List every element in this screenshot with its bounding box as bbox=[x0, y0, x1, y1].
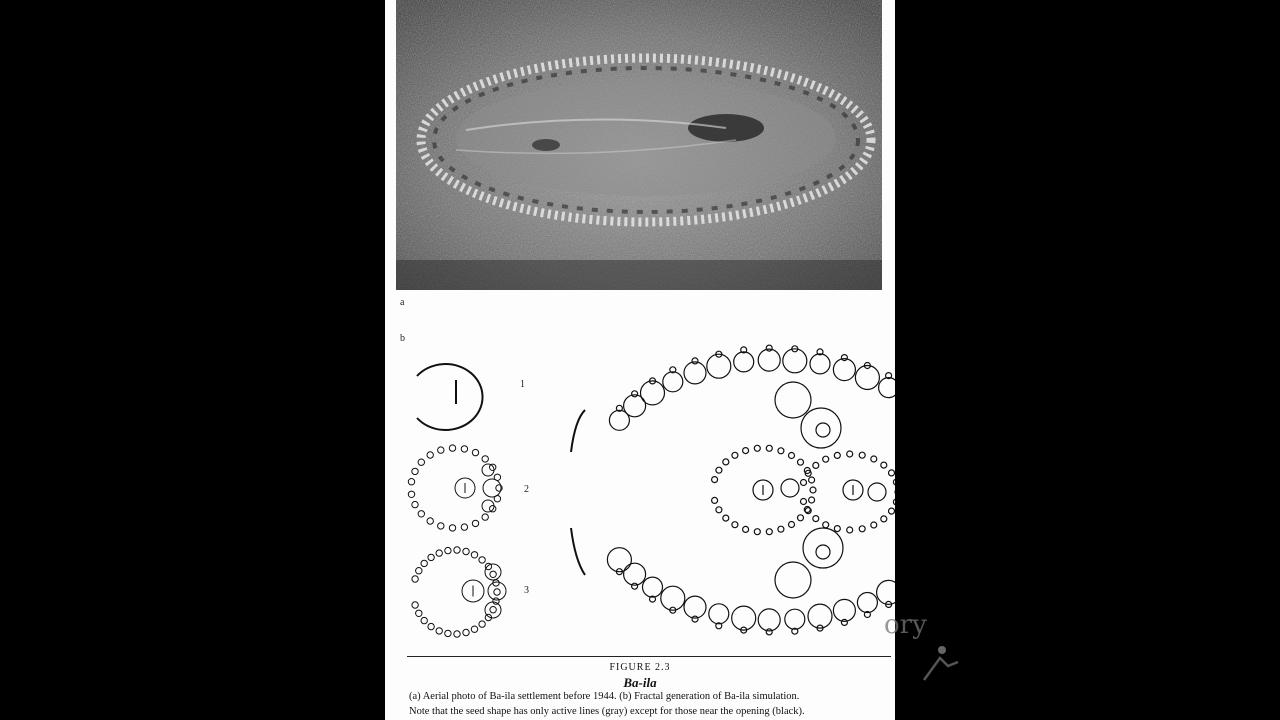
fractal-bead bbox=[449, 525, 455, 531]
fractal-bead bbox=[889, 470, 895, 476]
figure-number: FIGURE 2.3 bbox=[609, 662, 671, 673]
fractal-bead bbox=[723, 515, 729, 521]
fractal-bead bbox=[813, 462, 819, 468]
fractal-bead bbox=[692, 616, 698, 622]
fractal-bead bbox=[847, 527, 853, 533]
fractal-lobe bbox=[775, 562, 811, 598]
fractal-bead bbox=[438, 447, 444, 453]
watermark-text: ory bbox=[884, 610, 927, 640]
fractal-bead bbox=[712, 477, 718, 483]
fractal-bead bbox=[427, 518, 433, 524]
fractal-bead bbox=[490, 607, 496, 613]
aerial-photo-graphic bbox=[396, 0, 882, 290]
fractal-bead bbox=[412, 501, 418, 507]
opening-lines bbox=[571, 410, 585, 575]
fractal-bud bbox=[485, 602, 501, 618]
watermark-figure-icon bbox=[918, 638, 960, 684]
fractal-bead bbox=[416, 610, 422, 616]
fractal-bead bbox=[893, 499, 895, 505]
fractal-bead bbox=[881, 516, 887, 522]
fractal-bead bbox=[490, 571, 496, 577]
fractal-bead bbox=[463, 629, 469, 635]
fractal-bead bbox=[881, 462, 887, 468]
fractal-bead bbox=[754, 445, 760, 451]
fractal-bead bbox=[798, 459, 804, 465]
fractal-bead bbox=[471, 626, 477, 632]
fractal-bead bbox=[778, 526, 784, 532]
fractal-bead bbox=[479, 557, 485, 563]
figure-title: Ba-ila bbox=[623, 675, 657, 690]
fractal-bead bbox=[418, 459, 424, 465]
fractal-lobe bbox=[803, 528, 843, 568]
fractal-bead bbox=[416, 568, 422, 574]
fractal-bead bbox=[438, 523, 444, 529]
fractal-lobe bbox=[783, 349, 807, 373]
step-label-3: 3 bbox=[524, 585, 529, 596]
fractal-large-iteration bbox=[571, 345, 895, 635]
fractal-bead bbox=[716, 507, 722, 513]
fractal-bead bbox=[482, 514, 488, 520]
fractal-bead bbox=[823, 456, 829, 462]
fractal-bead bbox=[427, 452, 433, 458]
fractal-bud bbox=[816, 545, 830, 559]
fractal-lobe bbox=[641, 381, 665, 405]
fractal-bead bbox=[841, 355, 847, 361]
fractal-bead bbox=[834, 526, 840, 532]
fractal-diagrams bbox=[385, 340, 895, 650]
fractal-lobe bbox=[810, 354, 830, 374]
fractal-bead bbox=[472, 520, 478, 526]
fractal-bead bbox=[471, 552, 477, 558]
fractal-bead bbox=[632, 583, 638, 589]
caption-line-1: (a) Aerial photo of Ba-ila settlement before 1944. (b) Fractal generation of Ba-ila simulation. bbox=[409, 691, 800, 702]
fractal-bead bbox=[632, 391, 638, 397]
fractal-lobe bbox=[663, 372, 683, 392]
fractal-bead bbox=[893, 479, 895, 485]
fractal-bead bbox=[834, 452, 840, 458]
fractal-bead bbox=[482, 456, 488, 462]
fractal-bead bbox=[732, 452, 738, 458]
fractal-bead bbox=[454, 547, 460, 553]
fractal-lobe bbox=[833, 599, 855, 621]
fractal-bead bbox=[778, 448, 784, 454]
fractal-lobe bbox=[877, 580, 895, 604]
fractal-bead bbox=[809, 477, 815, 483]
aerial-photo bbox=[396, 0, 882, 290]
fractal-lobe bbox=[855, 366, 879, 390]
fractal-bead bbox=[421, 617, 427, 623]
fractal-bead bbox=[479, 621, 485, 627]
fractal-bead bbox=[472, 449, 478, 455]
fractal-bead bbox=[859, 526, 865, 532]
seed-shape-step-1 bbox=[417, 364, 483, 430]
fractal-bead bbox=[801, 499, 807, 505]
fractal-lobe bbox=[833, 359, 855, 381]
fractal-bud bbox=[816, 423, 830, 437]
fractal-lobe bbox=[624, 563, 646, 585]
fractal-lobe bbox=[684, 362, 706, 384]
fractal-lobe bbox=[879, 378, 895, 398]
fractal-step-3 bbox=[412, 547, 506, 637]
fractal-bead bbox=[743, 448, 749, 454]
fractal-bead bbox=[723, 459, 729, 465]
fractal-bead bbox=[712, 497, 718, 503]
fractal-bead bbox=[436, 628, 442, 634]
fractal-bead bbox=[461, 446, 467, 452]
fractal-step-2 bbox=[408, 445, 502, 531]
fractal-bud bbox=[781, 479, 799, 497]
fractal-lobe bbox=[734, 352, 754, 372]
fractal-bead bbox=[412, 576, 418, 582]
fractal-bead bbox=[692, 358, 698, 364]
fractal-lobe bbox=[643, 577, 663, 597]
fractal-bead bbox=[859, 452, 865, 458]
fractal-bead bbox=[766, 345, 772, 351]
fractal-bead bbox=[766, 529, 772, 535]
fractal-bead bbox=[743, 526, 749, 532]
fractal-bead bbox=[847, 451, 853, 457]
fractal-bead bbox=[789, 522, 795, 528]
fractal-lobe bbox=[709, 604, 729, 624]
fractal-bead bbox=[841, 619, 847, 625]
fractal-bead bbox=[813, 516, 819, 522]
caption-divider bbox=[407, 656, 891, 657]
fractal-bead bbox=[445, 547, 451, 553]
fractal-lobe bbox=[801, 408, 841, 448]
fractal-bead bbox=[436, 550, 442, 556]
fractal-lobe bbox=[707, 354, 731, 378]
fractal-lobe bbox=[857, 593, 877, 613]
fractal-bead bbox=[732, 522, 738, 528]
panel-a-label: a bbox=[400, 297, 405, 308]
fractal-bead bbox=[428, 623, 434, 629]
fractal-bead bbox=[408, 491, 414, 497]
fractal-bead bbox=[766, 445, 772, 451]
step-label-1: 1 bbox=[520, 379, 525, 390]
fractal-bead bbox=[798, 515, 804, 521]
fractal-bud bbox=[488, 582, 506, 600]
fractal-bead bbox=[871, 456, 877, 462]
fractal-bead bbox=[454, 631, 460, 637]
fractal-bead bbox=[754, 529, 760, 535]
fractal-bead bbox=[789, 453, 795, 459]
fractal-bead bbox=[494, 589, 500, 595]
fractal-bead bbox=[461, 524, 467, 530]
fractal-bead bbox=[801, 480, 807, 486]
fractal-bead bbox=[408, 479, 414, 485]
panel-b-label: b bbox=[400, 333, 405, 344]
fractal-bead bbox=[766, 629, 772, 635]
fractal-bead bbox=[445, 630, 451, 636]
fractal-bead bbox=[810, 487, 816, 493]
fractal-lobe bbox=[758, 609, 780, 631]
fractal-bead bbox=[412, 468, 418, 474]
figure-caption bbox=[409, 689, 889, 719]
document-page bbox=[385, 0, 895, 720]
fractal-bead bbox=[463, 548, 469, 554]
fractal-lobe bbox=[785, 609, 805, 629]
fractal-lobe bbox=[684, 596, 706, 618]
fractal-lobe bbox=[775, 382, 811, 418]
fractal-bead bbox=[823, 522, 829, 528]
fractal-bud bbox=[868, 483, 886, 501]
caption-line-2: Note that the seed shape has only active lines (gray) except for those near the opening (black). bbox=[409, 706, 805, 717]
fractal-lobe bbox=[758, 349, 780, 371]
fractal-bead bbox=[716, 467, 722, 473]
fractal-bead bbox=[871, 522, 877, 528]
fractal-bead bbox=[449, 445, 455, 451]
fractal-bead bbox=[809, 497, 815, 503]
step-label-2: 2 bbox=[524, 484, 529, 495]
fractal-bead bbox=[421, 560, 427, 566]
fractal-bead bbox=[428, 554, 434, 560]
fractal-bead bbox=[418, 511, 424, 517]
fractal-bead bbox=[412, 602, 418, 608]
fractal-bud bbox=[483, 479, 501, 497]
fractal-bead bbox=[889, 508, 895, 514]
